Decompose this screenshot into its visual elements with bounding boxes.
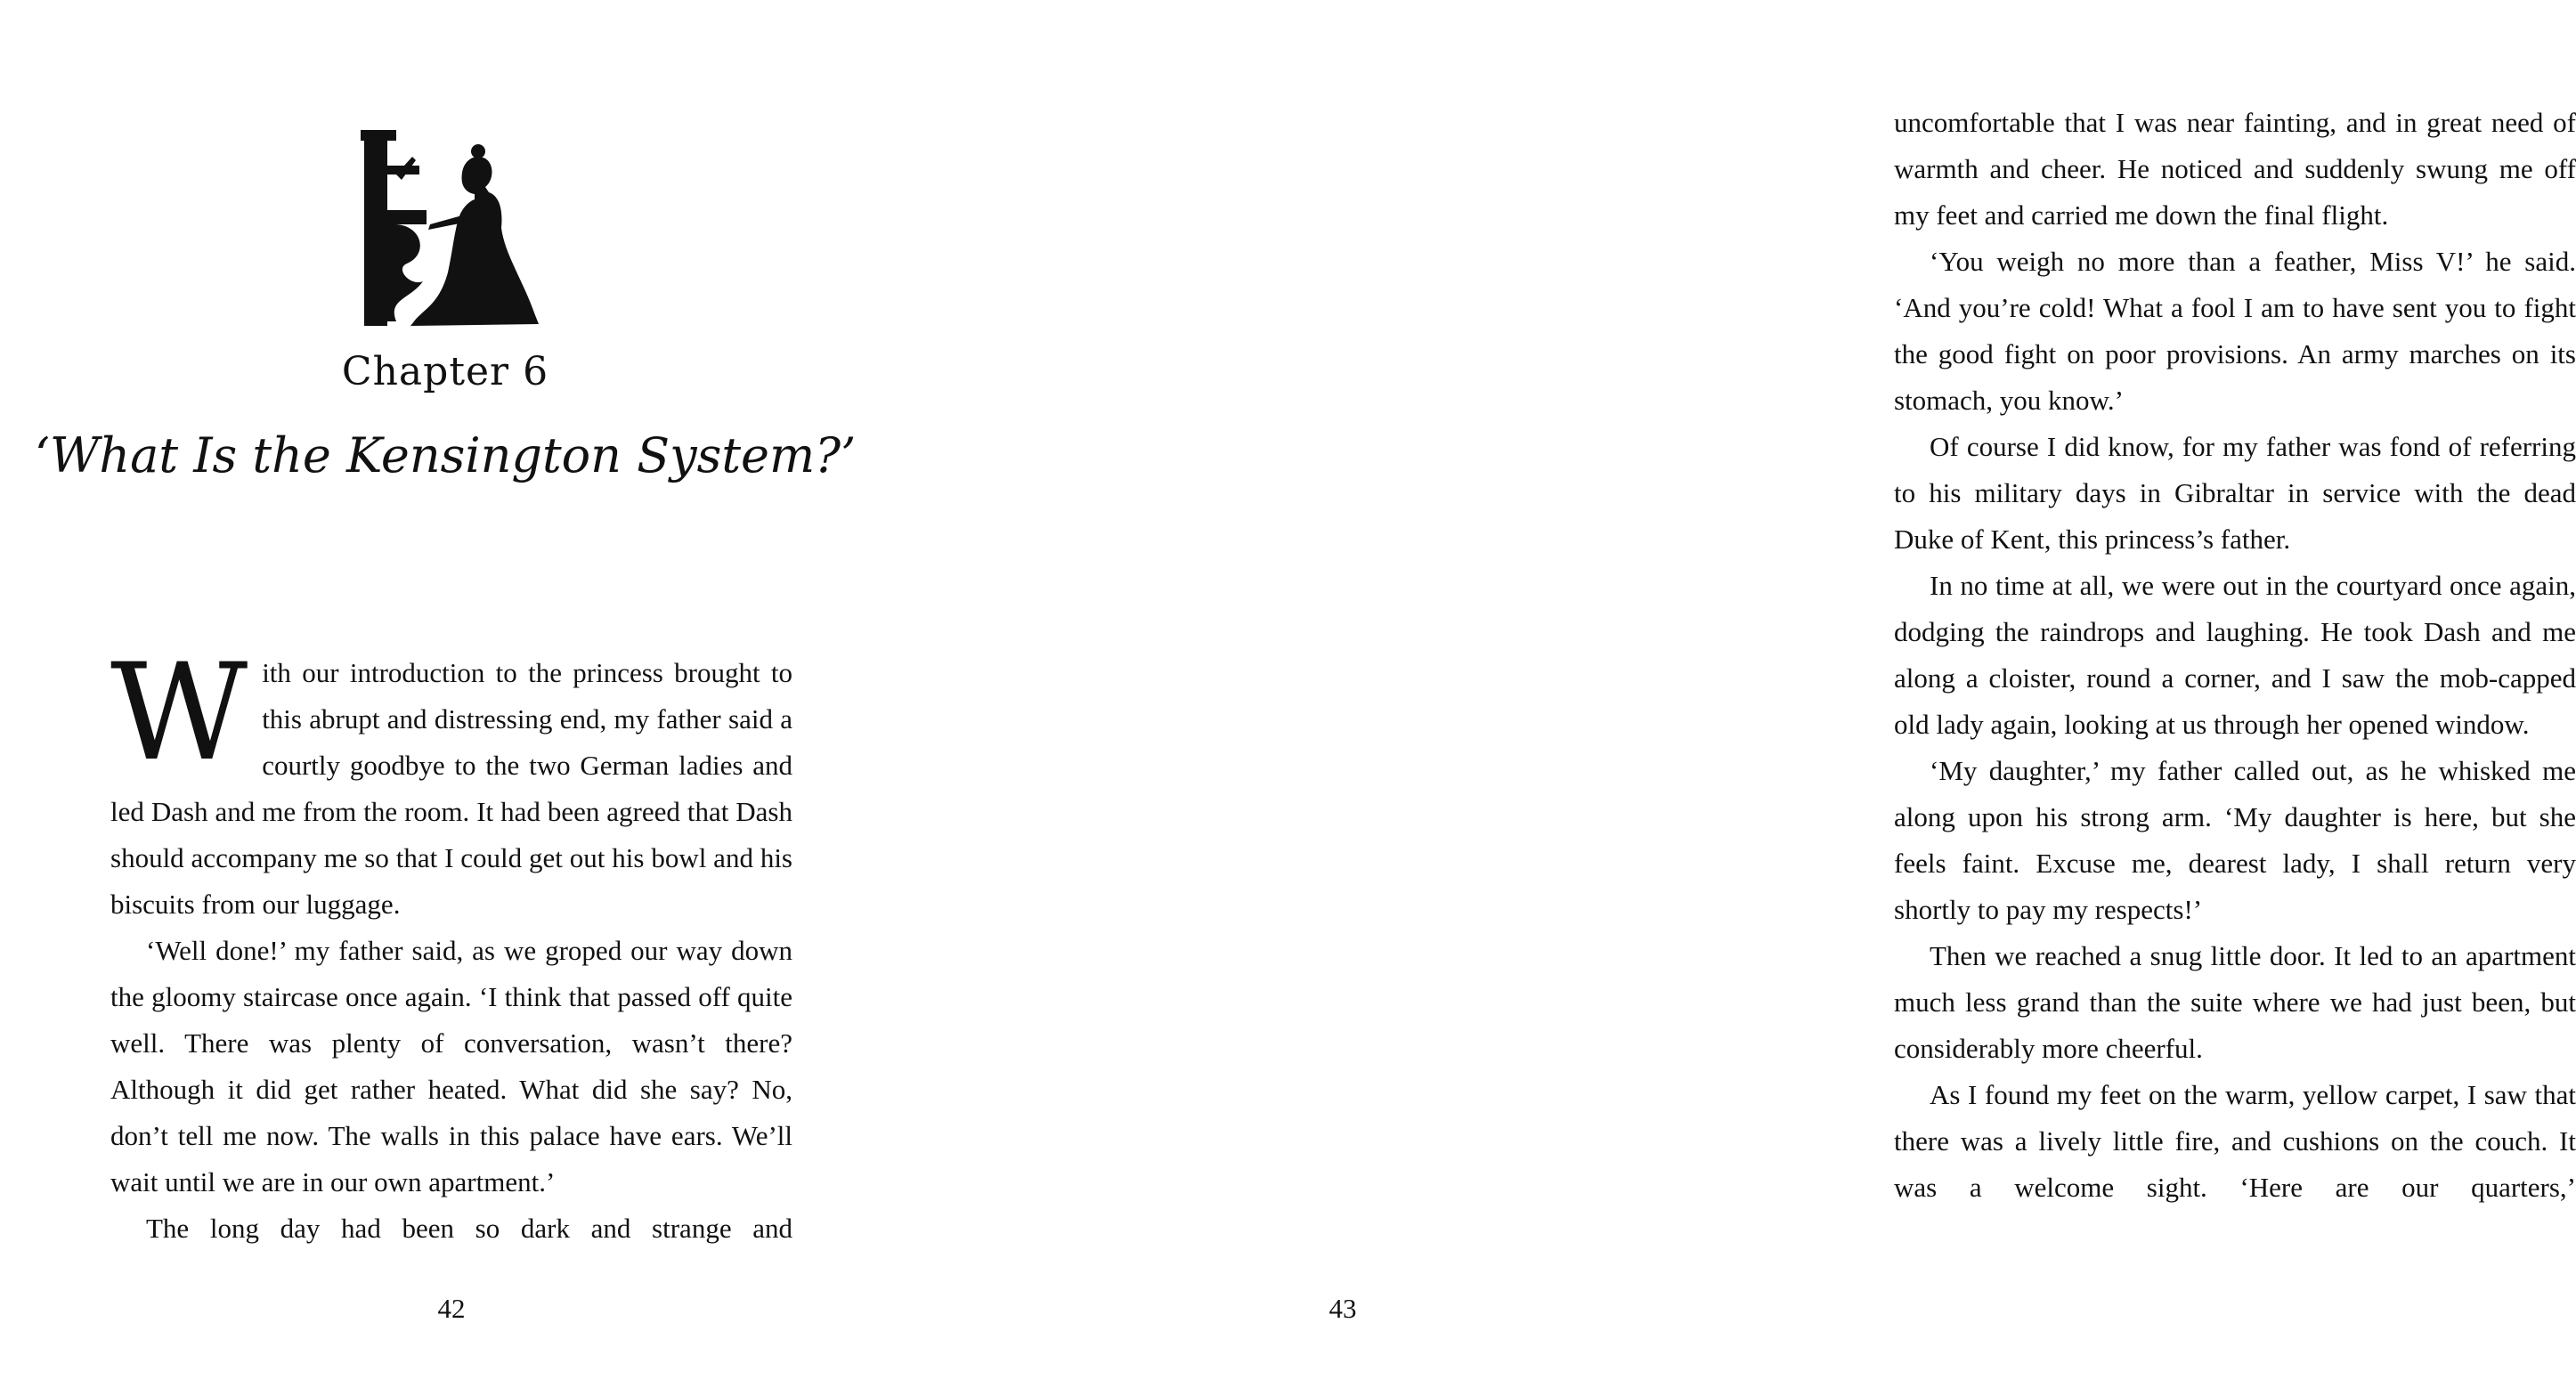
body-paragraph: Then we reached a snug little door. It led to an apartment much less grand than the suite where we had just been, but considerably more cheerful. [1894, 940, 2576, 1064]
right-page [890, 0, 2576, 1380]
body-paragraph: The long day had been so dark and strange and [146, 1213, 792, 1244]
body-paragraph: uncomfortable that I was near fainting, and in great need of warmth and cheer. He noticed and suddenly swung me off my feet and carried me down the final flight. [1894, 107, 2576, 231]
right-page-body [1894, 100, 2576, 1211]
left-page [0, 0, 890, 1380]
chapter-number: Chapter 6 [341, 349, 549, 394]
body-paragraph: Of course I did know, for my father was fond of referring to his military days in Gibraltar in service with the dead Duke of Kent, this princess’s father. [1894, 431, 2576, 555]
drop-cap: W [110, 636, 248, 791]
body-paragraph: In no time at all, we were out in the courtyard once again, dodging the raindrops and laughing. He took Dash and me along a cloister, round a corner, and I saw the mob-capped old lady again, looking at us through her opened window. [1894, 570, 2576, 740]
page-number-right: 43 [1329, 1293, 1357, 1324]
body-paragraph: ‘Well done!’ my father said, as we groped our way down the gloomy staircase once again. ‘I think that passed off quite well. There was plenty of conversation, wasn’t there? Although it did get rather heated. What did she say? No, don’t tell me now. The walls in this palace have ears. We’ll wait until we are in our own apartment.’ [110, 935, 792, 1197]
opening-paragraph-text: ith our introduction to the princess brought to this abrupt and distressing end, my father said a courtly goodbye to the two German ladies and led Dash and me from the room. It had been agreed that Dash should accompany me so that I could get out his bowl and his biscuits from our luggage. [110, 657, 792, 920]
opening-paragraph [110, 636, 792, 928]
piano-silhouette-illustration [361, 130, 548, 328]
body-paragraph: ‘You weigh no more than a feather, Miss V!’ he said. ‘And you’re cold! What a fool I am to have sent you to fight the good fight on poor provisions. An army marches on its stomach, you know.’ [1894, 246, 2576, 416]
chapter-title: ‘What Is the Kensington System?’ [34, 427, 857, 483]
left-page-body [110, 636, 792, 1252]
page-number-left: 42 [437, 1293, 466, 1324]
body-paragraph: ‘My daughter,’ my father called out, as he whisked me along upon his strong arm. ‘My daughter is here, but she feels faint. Excuse me, dearest lady, I shall return very shortly to pay my respects!’ [1894, 755, 2576, 925]
body-paragraph: As I found my feet on the warm, yellow carpet, I saw that there was a lively little fire, and cushions on the couch. It was a welcome sight. ‘Here are our quarters,’ [1894, 1079, 2576, 1203]
